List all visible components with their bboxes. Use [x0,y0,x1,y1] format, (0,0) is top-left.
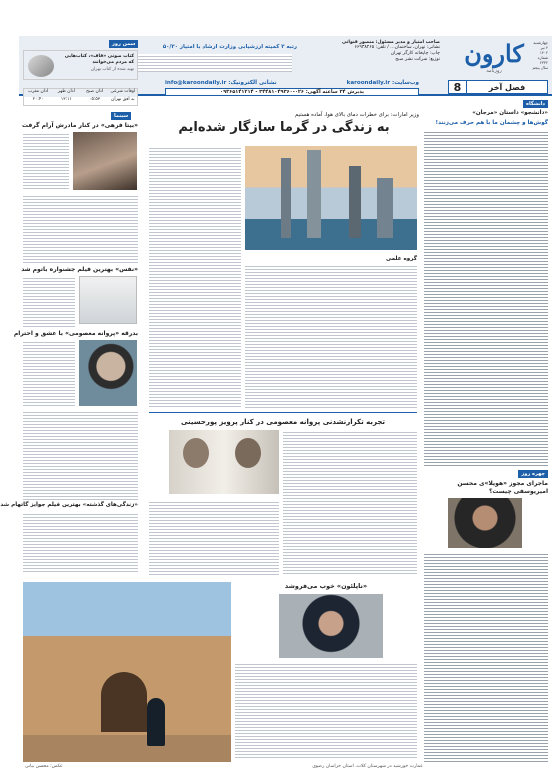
license-title: صاحب امتیاز و مدیر مسئول: منصور قنواتی [342,40,440,45]
page-number: 8 [449,81,467,94]
tower-4 [377,178,393,238]
story1-photo [73,132,137,190]
page-section: فصل آخر [488,82,526,92]
center-text [283,430,417,576]
right-bottom-text [424,552,548,762]
cinema-tag: سینما [111,112,131,120]
main-kicker: وزیر امارات: برای خطرات دمای بالای هوا، آماده هستیم [294,112,419,118]
director-photo [448,498,522,548]
prayer-times: اوقات شرعی اذان صبح اذان ظهر اذان مغرب به افق تهران ۰۵:۵۳ ۱۳:۱۱ ۲۰:۴۰ [23,88,138,106]
center-rule [149,412,417,413]
email-link[interactable]: info@karoondaily.ir [165,80,227,86]
contact-lines [137,54,292,72]
napoleon-photo [279,594,383,658]
right-text [424,130,548,466]
fort-credit: عکس: محسن بیانی [25,764,63,769]
headphones-icon [28,55,54,77]
main-headline: به زندگی در گرما سازگار شده‌ایم [178,120,390,135]
tower-2 [307,150,321,238]
fort-caption: عمارت خورشید در شهرستان کلات، استان خراسان رضوی [312,764,423,769]
center-text2 [149,500,279,576]
right-title: «دانشجو» داستان «مرجان» [472,110,548,116]
fort-photo [23,582,231,762]
promo-sub: تهیه شده از کتاب تهران [90,67,134,72]
logo-sub: روزنامه [486,68,502,74]
rank-banner: رتبه ۲ کمیته ارزشیابی وزارت ارشاد با امتیاز ۵۰/۲۰ [162,44,297,50]
story1-text2 [23,194,138,264]
face-1 [183,438,209,468]
story3-text [23,340,75,406]
story2-text [23,276,75,328]
main-section-label: گروه علمی [386,256,417,262]
right-tag: دانشگاه [523,100,548,108]
story2-title: «نفس» بهترین فیلم جشنواره باتوم شد [21,266,138,273]
actresses-photo [169,430,279,494]
right-bottom-title: ماجرای مجوز «هویلا»ی محسن امیریوسفی چیست؟ [457,480,548,495]
main-text-right [245,264,417,408]
story3-photo [79,340,137,406]
tower-3 [349,166,361,238]
film-text [235,662,417,758]
phone-banner: پذیرش ۲۴ ساعته آگهی: ۰۲۶-۳۴۴۸۱۰۴۹۳۶۰ - ۰۹۳۶۵۱۴۱۲۱۴ [165,88,419,96]
main-text-left [149,146,241,408]
left-top-tag: سمن روز [109,40,138,48]
right-bottom-tag: چهره روز [518,470,548,478]
promo-box [23,50,138,80]
dubai-photo [245,146,417,250]
story3-text2 [23,410,138,500]
story4-text [23,512,138,572]
license-block: صاحب امتیاز و مدیر مسئول: منصور قنواتی نشانی: تهران، ساختمان... / تلفن: ۶۶۹۳۸۲۶۵ چاپ: چاپخانه کارگر تهران توزیع: شرکت نشر صبح [285,40,440,78]
story4-title: «زندگی‌های گذشته» بهترین فیلم جوایز گاتهام شد [0,502,138,508]
web-row: وب‌سایت: karoondaily.ir نشانی الکترونیک: info@karoondaily.ir [165,80,419,86]
promo-text: کتاب صوتی «قاف»، کتاب‌هایی که مردم می‌خوانند [64,54,134,65]
website-link[interactable]: karoondaily.ir [346,80,391,86]
right-subtitle: گوش‌ها و چشمان ما با هم حرف می‌زنند! [435,120,548,126]
tower-1 [281,158,291,238]
story3-title: بدرقه «پروانه معصومی» با عشق و احترام [13,330,138,337]
logo-text: کارون [464,39,524,68]
fort-figure [147,698,165,746]
face-2 [235,438,261,468]
story1-title: «بیتا فرهی» در کنار مادرش آرام گرفت [21,122,138,129]
center-headline: تجربه تکرارنشدنی پروانه معصومی در کنار پرویز پورحسینی [180,418,386,426]
logo [454,40,534,74]
story1-text [23,132,69,190]
page-section-box [448,80,548,94]
fort-arch [101,672,147,732]
issue-info: چهارشنبه ۴ تیر ۱۴۰۲ شماره ۲۳۳۲ سال پنجم [532,40,548,70]
film-headline: «ناپلئون» خوب می‌فروشد [284,582,368,590]
story2-poster [79,276,137,324]
